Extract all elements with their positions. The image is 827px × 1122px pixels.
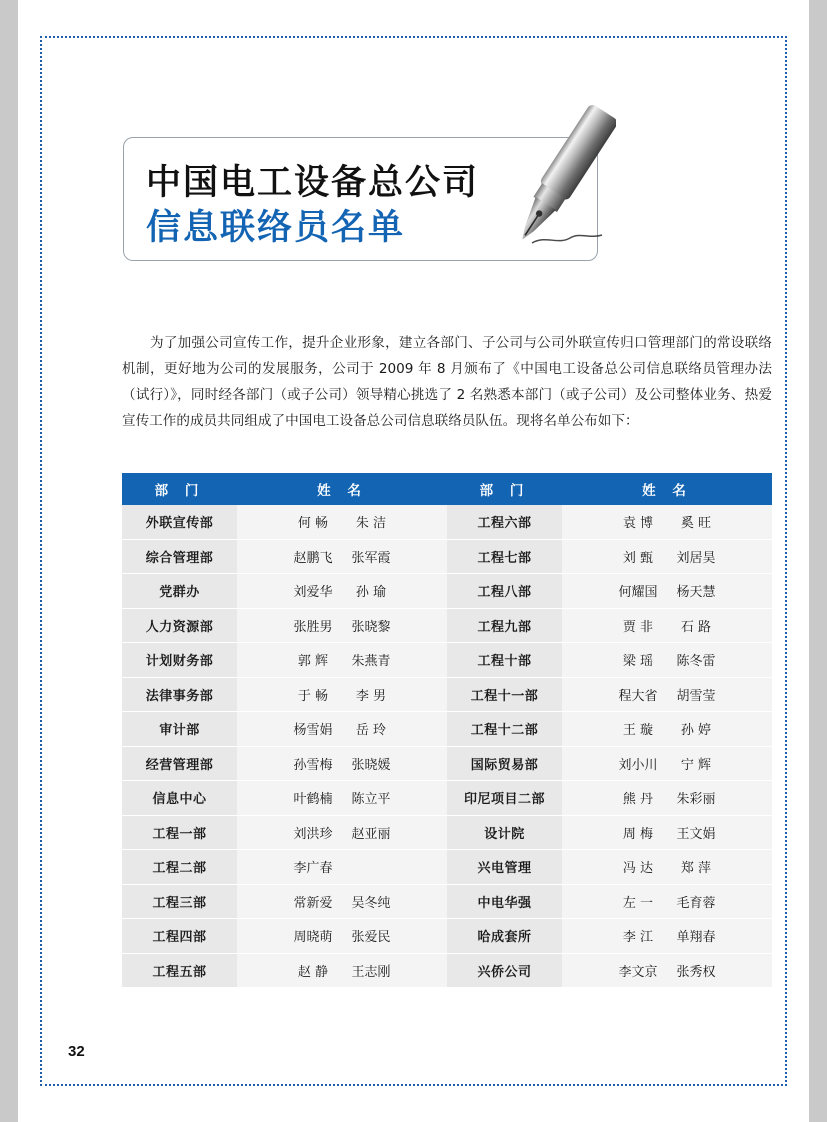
table-row	[122, 850, 772, 885]
cell-names	[237, 539, 447, 574]
person-name: 胡雪莹	[676, 688, 716, 704]
person-name: 朱燕青	[351, 654, 391, 670]
cell-names	[237, 953, 447, 988]
person-name: 张晓媛	[351, 757, 391, 773]
intro-paragraph: 为了加强公司宣传工作，提升企业形象，建立各部门、子公司与公司外联宣传归口管理部门的常设联络机制，更好地为公司的发展服务，公司于 2009 年 8 月颁布了《中国电工设备总公司信息联络员管理办法（试行）》，同时经各部门（或子公司）领导精心挑选了 2 名熟悉本部门（或子公司）及公司整体业务、热爱宣传工作的成员共同组成了中国电工设备总公司信息联络员队伍。现将名单公布如下：	[122, 334, 772, 429]
cell-names	[562, 608, 772, 643]
table-row	[122, 608, 772, 643]
person-name: 孙 婷	[680, 723, 712, 739]
person-name: 赵鹏飞	[293, 550, 333, 566]
person-name: 王志刚	[351, 964, 391, 980]
table-row	[122, 815, 772, 850]
person-name: 陈冬雷	[676, 654, 716, 670]
cell-names	[562, 574, 772, 609]
cell-department: 工程二部	[122, 850, 237, 885]
cell-names	[237, 677, 447, 712]
person-name: 张秀权	[676, 964, 716, 980]
person-name: 王 璇	[622, 723, 654, 739]
person-name: 刘爱华	[293, 585, 333, 601]
person-name: 宁 辉	[680, 757, 712, 773]
column-header-name-left: 姓 名	[237, 473, 447, 505]
cell-names	[562, 539, 772, 574]
cell-names	[562, 884, 772, 919]
person-name: 李文京	[618, 964, 658, 980]
person-name: 李广春	[293, 861, 333, 877]
table-row	[122, 953, 772, 988]
person-name: 朱彩丽	[676, 792, 716, 808]
person-name: 郑 萍	[680, 861, 712, 877]
document-title-line-1: 中国电工设备总公司	[146, 162, 480, 203]
cell-department: 哈成套所	[447, 919, 562, 954]
person-name: 周晓萌	[293, 930, 333, 946]
person-name: 周 梅	[622, 826, 654, 842]
column-header-department-left: 部 门	[122, 473, 237, 505]
person-name: 熊 丹	[622, 792, 654, 808]
table-row	[122, 643, 772, 678]
table-row	[122, 539, 772, 574]
title-panel	[123, 137, 598, 261]
person-name: 石 路	[680, 619, 712, 635]
cell-department: 工程六部	[447, 505, 562, 539]
cell-department: 工程七部	[447, 539, 562, 574]
person-name: 张军霞	[351, 550, 391, 566]
person-name: 陈立平	[351, 792, 391, 808]
table-row	[122, 884, 772, 919]
person-name: 梁 瑶	[622, 654, 654, 670]
person-name: 杨天慧	[676, 585, 716, 601]
cell-names	[562, 643, 772, 678]
person-name: 郭 辉	[297, 654, 329, 670]
cell-names	[237, 643, 447, 678]
cell-department: 工程三部	[122, 884, 237, 919]
document-page	[18, 0, 809, 1122]
cell-department: 工程十二部	[447, 712, 562, 747]
page-number: 32	[68, 1043, 85, 1060]
cell-department: 人力资源部	[122, 608, 237, 643]
table-row	[122, 919, 772, 954]
person-name: 何耀国	[618, 585, 658, 601]
cell-department: 工程八部	[447, 574, 562, 609]
person-name: 张爱民	[351, 930, 391, 946]
cell-names	[237, 574, 447, 609]
column-header-name-right: 姓 名	[562, 473, 772, 505]
cell-department: 工程五部	[122, 953, 237, 988]
person-name: 赵亚丽	[351, 826, 391, 842]
table-row	[122, 781, 772, 816]
cell-department: 审计部	[122, 712, 237, 747]
cell-department: 法律事务部	[122, 677, 237, 712]
person-name: 刘洪珍	[293, 826, 333, 842]
cell-names	[237, 505, 447, 539]
person-name: 叶鹤楠	[293, 792, 333, 808]
cell-names	[562, 677, 772, 712]
cell-names	[237, 815, 447, 850]
cell-names	[237, 746, 447, 781]
cell-names	[562, 712, 772, 747]
person-name: 岳 玲	[355, 723, 387, 739]
person-name: 毛育蓉	[676, 895, 716, 911]
table-header-row	[122, 473, 772, 505]
person-name: 程大省	[618, 688, 658, 704]
person-name: 张晓黎	[351, 619, 391, 635]
cell-names	[237, 712, 447, 747]
person-name: 于 畅	[297, 688, 329, 704]
table-row	[122, 505, 772, 539]
cell-names	[237, 608, 447, 643]
cell-department: 综合管理部	[122, 539, 237, 574]
cell-department: 信息中心	[122, 781, 237, 816]
person-name: 奚 旺	[680, 516, 712, 532]
cell-names	[562, 781, 772, 816]
table-row	[122, 677, 772, 712]
cell-names	[562, 505, 772, 539]
person-name: 王文娟	[676, 826, 716, 842]
cell-names	[562, 746, 772, 781]
person-name: 赵 静	[297, 964, 329, 980]
person-name: 单翔春	[676, 930, 716, 946]
person-name: 孙雪梅	[293, 757, 333, 773]
cell-department: 工程九部	[447, 608, 562, 643]
cell-names	[562, 815, 772, 850]
cell-department: 中电华强	[447, 884, 562, 919]
cell-department: 经营管理部	[122, 746, 237, 781]
person-name: 贾 非	[622, 619, 654, 635]
table-row	[122, 574, 772, 609]
person-name: 刘居昊	[676, 550, 716, 566]
cell-department: 兴侨公司	[447, 953, 562, 988]
cell-names	[562, 953, 772, 988]
table-row	[122, 712, 772, 747]
cell-department: 计划财务部	[122, 643, 237, 678]
person-name: 袁 博	[622, 516, 654, 532]
person-name: 杨雪娟	[293, 723, 333, 739]
cell-names	[562, 850, 772, 885]
person-name: 张胜男	[293, 619, 333, 635]
cell-department: 设计院	[447, 815, 562, 850]
person-name: 朱 洁	[355, 516, 387, 532]
cell-department: 工程四部	[122, 919, 237, 954]
person-name: 何 畅	[297, 516, 329, 532]
person-name: 李 江	[622, 930, 654, 946]
cell-names	[237, 850, 447, 885]
person-name: 孙 瑜	[355, 585, 387, 601]
person-name: 刘 甄	[622, 550, 654, 566]
cell-department: 工程十一部	[447, 677, 562, 712]
document-title-line-2: 信息联络员名单	[146, 207, 406, 248]
person-name: 李 男	[355, 688, 387, 704]
person-name: 吴冬纯	[351, 895, 391, 911]
cell-names	[562, 919, 772, 954]
cell-department: 印尼项目二部	[447, 781, 562, 816]
person-name: 常新爱	[293, 895, 333, 911]
cell-department: 兴电管理	[447, 850, 562, 885]
cell-department: 工程十部	[447, 643, 562, 678]
person-name: 左 一	[622, 895, 654, 911]
cell-names	[237, 781, 447, 816]
cell-department: 外联宣传部	[122, 505, 237, 539]
cell-names	[237, 919, 447, 954]
roster-table	[122, 473, 772, 988]
cell-department: 国际贸易部	[447, 746, 562, 781]
cell-department: 党群办	[122, 574, 237, 609]
person-name: 刘小川	[618, 757, 658, 773]
table-row	[122, 746, 772, 781]
column-header-department-right: 部 门	[447, 473, 562, 505]
person-name: 冯 达	[622, 861, 654, 877]
cell-department: 工程一部	[122, 815, 237, 850]
cell-names	[237, 884, 447, 919]
